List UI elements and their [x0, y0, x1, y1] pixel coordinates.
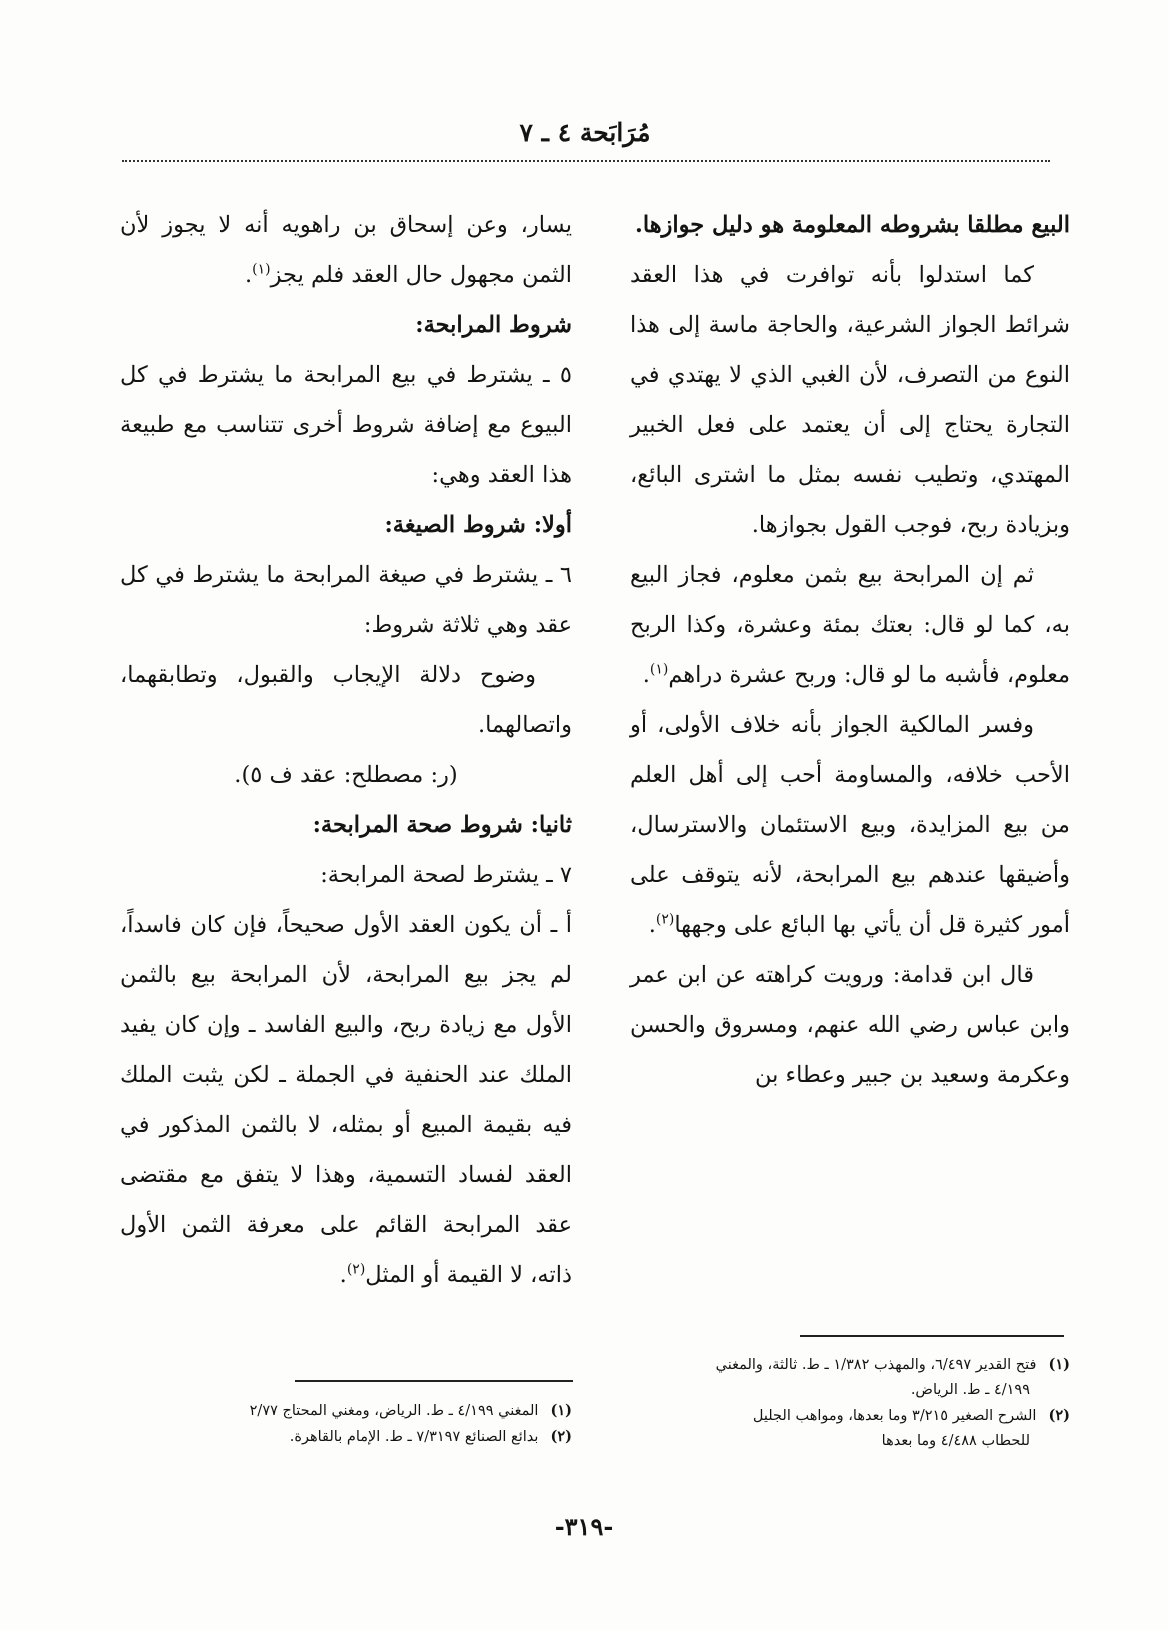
- footnote-text-continued: للحطاب ٤/٤٨٨ وما بعدها: [881, 1433, 1030, 1449]
- footnote: [120, 1398, 572, 1424]
- footnote-number: (١): [550, 1402, 572, 1419]
- footnote-ref: (١): [649, 661, 669, 678]
- paragraph-end: .: [648, 912, 656, 938]
- right-column: [630, 200, 1070, 1100]
- left-column: [120, 200, 572, 1300]
- paragraph: [120, 200, 572, 300]
- footnote-text: المغني ٤/١٩٩ ـ ط. الرياض، ومغني المحتاج ٢/٧٧: [249, 1403, 539, 1419]
- paragraph: [630, 550, 1070, 700]
- paragraph: ٧ ـ يشترط لصحة المرابحة:: [320, 862, 572, 888]
- paragraph-text: أ ـ أن يكون العقد الأول صحيحاً، فإن كان فاسداً، لم يجز بيع المرابحة، لأن المرابحة بيع بالثمن الأول مع زيادة ربح، والبيع الفاسد ـ وإن كان يفيد الملك عند الحنفية في الجملة ـ لكن يثبت الملك فيه بقيمة المبيع أو بمثله، لا بالثمن المذكور في العقد لفساد التسمية، وهذا لا يتفق مع مقتضى عقد المرابحة القائم على معرفة الثمن الأول ذاته، لا القيمة أو المثل: [120, 912, 572, 1288]
- footnote-number: (١): [1048, 1356, 1070, 1373]
- footnote-ref: (٢): [346, 1261, 366, 1278]
- section-heading: شروط المرابحة:: [415, 312, 572, 338]
- paragraph: [630, 700, 1070, 950]
- header-dotted-rule: [122, 160, 1050, 162]
- paragraph-end: .: [245, 262, 253, 288]
- page-number: -٣١٩-: [554, 1512, 614, 1541]
- footnote-text: بدائع الصنائع ٧/٣١٩٧ ـ ط. الإمام بالقاهرة.: [289, 1429, 539, 1445]
- footnote-rule: [800, 1335, 1064, 1337]
- footnote: [630, 1352, 1070, 1403]
- paragraph: ٦ ـ يشترط في صيغة المرابحة ما يشترط في كل عقد وهي ثلاثة شروط:: [120, 562, 572, 638]
- section-heading: أولا: شروط الصيغة:: [384, 512, 572, 538]
- paragraph-text: وفسر المالكية الجواز بأنه خلاف الأولى، أو الأحب خلافه، والمساومة أحب إلى أهل العلم من بيع المزايدة، وبيع الاستئمان والاسترسال، وأضيقها عندهم بيع المرابحة، لأنه يتوقف على أمور كثيرة قل أن يأتي بها البائع على وجهها: [630, 712, 1070, 938]
- footnote-text-continued: ٤/١٩٩ ـ ط. الرياض.: [910, 1382, 1030, 1398]
- paragraph: وضوح دلالة الإيجاب والقبول، وتطابقهما، واتصالهما.: [120, 662, 572, 738]
- paragraph-text: يسار، وعن إسحاق بن راهويه أنه لا يجوز لأن الثمن مجهول حال العقد فلم يجز: [120, 212, 572, 288]
- cross-reference: (ر: مصطلح: عقد ف ٥).: [234, 762, 458, 788]
- paragraph: ٥ ـ يشترط في بيع المرابحة ما يشترط في كل البيوع مع إضافة شروط أخرى تتناسب مع طبيعة هذا العقد وهي:: [120, 362, 572, 488]
- section-heading: ثانيا: شروط صحة المرابحة:: [312, 812, 572, 838]
- footnote-ref: (١): [252, 261, 271, 278]
- footnote-number: (٢): [550, 1428, 572, 1445]
- page-header-title: مُرَابَحة ٤ ـ ٧: [519, 118, 651, 147]
- footnote-number: (٢): [1048, 1407, 1070, 1424]
- footnotes-right: [630, 1352, 1070, 1454]
- footnote: [630, 1403, 1070, 1454]
- paragraph: البيع مطلقا بشروطه المعلومة هو دليل جوازها.: [635, 212, 1070, 238]
- paragraph: [120, 900, 572, 1300]
- paragraph: كما استدلوا بأنه توافرت في هذا العقد شرائط الجواز الشرعية، والحاجة ماسة إلى هذا النوع من التصرف، لأن الغبي الذي لا يهتدي في التجارة يحتاج إلى أن يعتمد على فعل الخبير المهتدي، وتطيب نفسه بمثل ما اشترى البائع، وبزيادة ربح، فوجب القول بجوازها.: [630, 262, 1070, 538]
- footnote-ref: (٢): [655, 911, 675, 928]
- footnote-text: فتح القدير ٦/٤٩٧، والمهذب ١/٣٨٢ ـ ط. ثالثة، والمغني: [715, 1357, 1037, 1373]
- footnote: [120, 1424, 572, 1450]
- footnote-text: الشرح الصغير ٣/٢١٥ وما بعدها، ومواهب الجليل: [752, 1408, 1037, 1424]
- footnote-rule: [295, 1380, 573, 1382]
- paragraph-end: .: [642, 662, 650, 688]
- footnotes-left: [120, 1398, 572, 1450]
- paragraph-text: ثم إن المرابحة بيع بثمن معلوم، فجاز البيع به، كما لو قال: بعتك بمئة وعشرة، وكذا الربح معلوم، فأشبه ما لو قال: وربح عشرة دراهم: [630, 562, 1070, 688]
- paragraph: قال ابن قدامة: ورويت كراهته عن ابن عمر وابن عباس رضي الله عنهم، ومسروق والحسن وعكرمة وسعيد بن جبير وعطاء بن: [630, 962, 1070, 1088]
- paragraph-end: .: [339, 1262, 347, 1288]
